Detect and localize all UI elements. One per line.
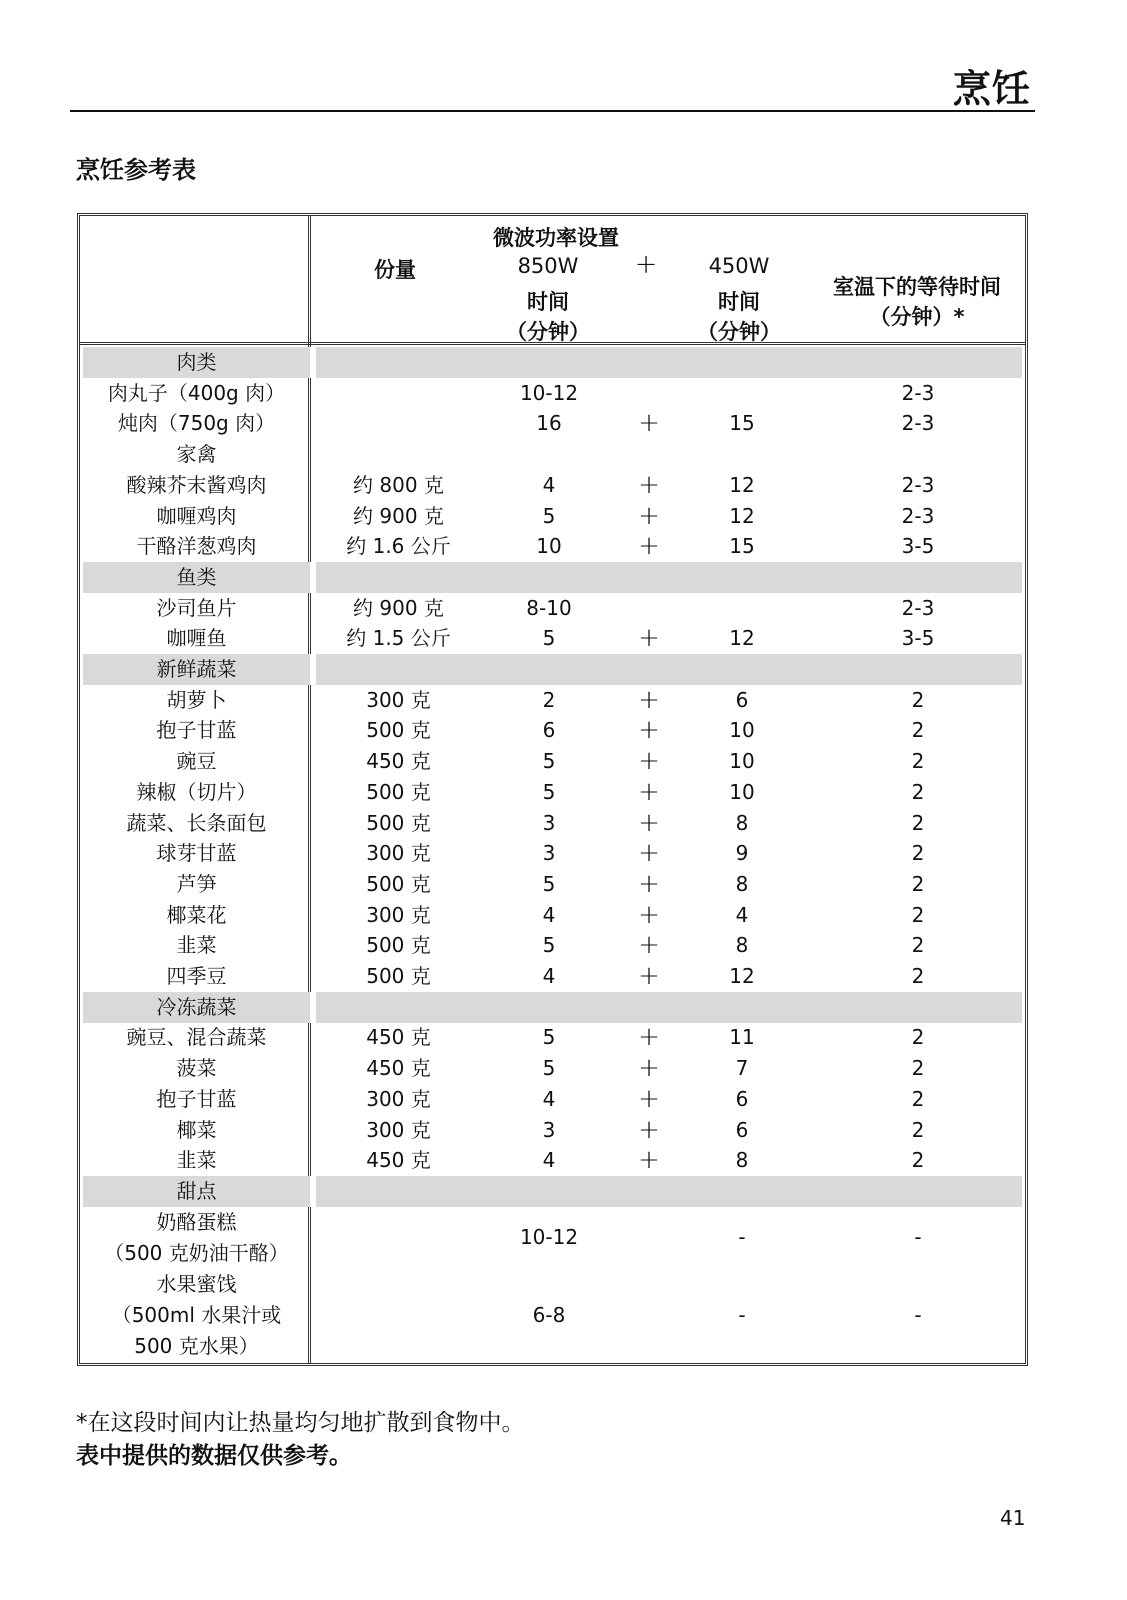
time-850-cell: 10-12	[519, 380, 579, 405]
table-row	[83, 470, 1022, 501]
quantity-cell: 约 1.6 公斤	[346, 534, 451, 559]
quantity-cell: 450 克	[366, 1056, 431, 1081]
category-gap	[310, 654, 316, 685]
time-850-cell: 3	[542, 841, 556, 866]
category-label: 鱼类	[176, 564, 217, 589]
time-450-cell: 7	[735, 1056, 749, 1081]
standing-time-cell: 2-3	[901, 503, 935, 528]
quantity-cell: 约 800 克	[353, 472, 444, 497]
time-850-cell: 10	[536, 534, 562, 559]
time-850-cell: 2	[542, 687, 556, 712]
table-row	[83, 838, 1022, 869]
standing-time-cell: 2	[911, 1025, 925, 1050]
dessert-food-cell	[83, 1207, 310, 1269]
time-850-cell	[481, 439, 617, 470]
time-850-header: 时间	[527, 290, 569, 314]
table-row	[83, 930, 1022, 961]
dessert-food-line: 水果蜜饯	[156, 1271, 237, 1296]
food-cell: 椰菜花	[166, 902, 227, 927]
plus-cell	[619, 439, 679, 470]
time-850-cell: 5	[542, 503, 556, 528]
plus-cell: +	[638, 776, 660, 807]
page-title: 烹饪	[952, 67, 1031, 111]
table-row	[83, 1022, 1022, 1053]
quantity-cell: 300 克	[366, 1086, 431, 1111]
quantity-cell: 300 克	[366, 1117, 431, 1142]
category-row	[83, 347, 1022, 378]
standing-time-cell: 2	[911, 1117, 925, 1142]
time-450-cell: 12	[729, 503, 755, 528]
dessert-food-line: 500 克水果）	[134, 1333, 259, 1358]
plus-cell: +	[638, 1145, 660, 1176]
quantity-cell: 500 克	[366, 964, 431, 988]
quantity-cell: 500 克	[366, 871, 431, 896]
food-cell: 抱子甘蓝	[156, 1086, 237, 1111]
table-row	[83, 961, 1022, 992]
standing-time-cell: 2	[911, 687, 925, 712]
minutes-850-header: （分钟）	[506, 320, 590, 344]
disclaimer-note: 表中提供的数据仅供参考。	[76, 1443, 352, 1469]
time-450-cell: 11	[729, 1025, 755, 1050]
time-850-cell: 5	[542, 1056, 556, 1081]
time-450-cell: 15	[729, 411, 755, 436]
time-850-cell: 3	[542, 1117, 556, 1142]
standing-time-cell: 3-5	[901, 626, 935, 651]
table-row	[83, 869, 1022, 900]
quantity-cell: 300 克	[366, 687, 431, 712]
table-row	[83, 439, 1022, 470]
table-row	[83, 1115, 1022, 1146]
table-row	[83, 685, 1022, 716]
quantity-cell	[316, 408, 481, 439]
quantity-cell: 约 900 克	[353, 595, 444, 620]
food-cell: 韭菜	[176, 1148, 217, 1173]
table-row	[83, 378, 1022, 409]
quantity-cell	[316, 439, 481, 470]
table-row	[83, 900, 1022, 931]
table-row	[83, 531, 1022, 562]
time-450-cell: 8	[735, 1148, 749, 1173]
plus-cell: +	[638, 961, 660, 991]
table-row	[83, 408, 1022, 439]
table-row	[83, 777, 1022, 808]
time-450-cell: 12	[729, 472, 755, 497]
quantity-cell: 300 克	[366, 902, 431, 927]
time-450-cell: 8	[735, 810, 749, 835]
food-cell: 豌豆	[176, 749, 217, 774]
time-850-cell: 5	[542, 1025, 556, 1050]
plus-cell: +	[638, 930, 660, 961]
standing-time-cell: 2	[911, 1148, 925, 1173]
plus-cell: +	[638, 1114, 660, 1145]
standing-time-cell	[805, 439, 1031, 470]
food-cell: 抱子甘蓝	[156, 718, 237, 743]
quantity-header: 份量	[374, 258, 416, 282]
table-row	[83, 501, 1022, 532]
food-cell: 肉丸子（400g 肉）	[107, 380, 286, 405]
food-cell: 球芽甘蓝	[156, 841, 237, 866]
time-450-cell	[679, 439, 805, 470]
category-gap	[310, 562, 316, 593]
plus-cell: +	[638, 469, 660, 500]
standing-time-cell: 2	[911, 718, 925, 743]
cooking-reference-table	[77, 213, 1028, 1366]
food-cell: 豌豆、混合蔬菜	[126, 1025, 267, 1050]
time-450-cell: 6	[735, 1117, 749, 1142]
standing-time-cell: 2	[911, 841, 925, 866]
category-label: 冷冻蔬菜	[156, 994, 237, 1019]
footnote: *在这段时间内让热量均匀地扩散到食物中。	[76, 1410, 525, 1436]
time-450-cell: 10	[729, 749, 755, 774]
table-row	[83, 1053, 1022, 1084]
standing-time-cell: -	[914, 1224, 922, 1249]
time-850-cell: 6	[542, 718, 556, 743]
time-450-cell: -	[738, 1224, 746, 1249]
time-850-cell: 6-8	[532, 1302, 566, 1327]
header-divider	[80, 342, 1025, 345]
food-cell: 韭菜	[176, 933, 217, 958]
time-450-cell	[679, 378, 805, 409]
table-row	[83, 1084, 1022, 1115]
time-850-cell: 5	[542, 626, 556, 651]
standing-time-cell: 2	[911, 933, 925, 958]
food-cell: 咖喱鸡肉	[156, 503, 237, 528]
table-row	[83, 593, 1022, 624]
food-cell: 胡萝卜	[166, 687, 227, 712]
food-cell: 干酪洋葱鸡肉	[136, 534, 257, 559]
plus-cell: +	[638, 715, 660, 746]
quantity-cell: 500 克	[366, 810, 431, 835]
food-cell: 芦笋	[176, 871, 217, 896]
time-450-cell: 10	[729, 718, 755, 743]
category-gap	[310, 1176, 316, 1207]
plus-cell: +	[638, 899, 660, 930]
standing-time-cell: 2	[911, 749, 925, 774]
standing-time-cell: 2	[911, 1086, 925, 1111]
food-cell: 咖喱鱼	[166, 626, 227, 651]
category-gap	[310, 347, 316, 378]
food-cell: 酸辣芥末酱鸡肉	[126, 472, 267, 497]
time-450-cell: 4	[735, 902, 749, 927]
food-cell: 辣椒（切片）	[136, 779, 257, 804]
plus-cell: +	[638, 408, 660, 439]
category-label: 新鲜蔬菜	[156, 657, 237, 681]
standing-time-cell: 2-3	[901, 411, 935, 436]
standing-time-cell: 2	[911, 810, 925, 835]
power-850-header: 850W	[517, 254, 579, 278]
minutes-450-header: （分钟）	[697, 320, 781, 344]
time-850-cell: 10-12	[519, 1224, 579, 1249]
plus-cell: +	[638, 807, 660, 838]
quantity-cell	[316, 378, 481, 409]
quantity-cell: 450 克	[366, 1025, 431, 1050]
page-number: 41	[1000, 1506, 1026, 1530]
food-cell: 四季豆	[166, 964, 227, 988]
standing-time-cell: -	[914, 1302, 922, 1327]
time-850-cell: 4	[542, 964, 556, 988]
plus-cell: +	[638, 1053, 660, 1084]
quantity-cell: 500 克	[366, 718, 431, 743]
quantity-cell: 450 克	[366, 1148, 431, 1173]
time-850-cell: 5	[542, 871, 556, 896]
category-row	[83, 654, 1022, 685]
time-450-cell	[679, 593, 805, 624]
plus-header: +	[634, 249, 658, 280]
time-850-cell: 4	[542, 472, 556, 497]
quantity-cell: 500 克	[366, 933, 431, 958]
time-450-cell: 12	[729, 964, 755, 988]
time-850-cell: 16	[536, 411, 562, 436]
food-cell: 椰菜	[176, 1117, 217, 1142]
time-850-cell: 5	[542, 779, 556, 804]
table-row	[83, 746, 1022, 777]
plus-cell: +	[638, 1022, 660, 1053]
plus-cell	[619, 378, 679, 409]
table-row	[83, 623, 1022, 654]
standing-time-cell: 2	[911, 964, 925, 988]
dessert-food-line: 奶酪蛋糕	[156, 1209, 237, 1234]
plus-cell	[619, 593, 679, 624]
time-450-cell: 15	[729, 534, 755, 559]
time-450-cell: 9	[735, 841, 749, 866]
time-850-cell: 5	[542, 933, 556, 958]
quantity-cell: 300 克	[366, 841, 431, 866]
time-450-cell: 6	[735, 1086, 749, 1111]
quantity-cell: 500 克	[366, 779, 431, 804]
table-row	[83, 1145, 1022, 1176]
quantity-cell: 450 克	[366, 749, 431, 774]
table-row	[83, 715, 1022, 746]
time-850-cell: 5	[542, 749, 556, 774]
dessert-food-line: （500ml 水果汁或	[111, 1302, 282, 1327]
food-cell: 菠菜	[176, 1056, 217, 1081]
plus-cell: +	[638, 500, 660, 531]
plus-cell: +	[638, 684, 660, 715]
standing-time-cell: 3-5	[901, 534, 935, 559]
standing-time-unit-header: （分钟）*	[869, 305, 965, 329]
standing-time-cell: 2	[911, 902, 925, 927]
time-850-cell: 4	[542, 1086, 556, 1111]
category-row	[83, 1176, 1022, 1207]
time-450-cell: 8	[735, 933, 749, 958]
plus-cell: +	[638, 531, 660, 562]
section-title: 烹饪参考表	[76, 156, 196, 184]
time-450-cell: -	[738, 1302, 746, 1327]
plus-cell: +	[638, 1083, 660, 1114]
quantity-cell: 约 900 克	[353, 503, 444, 528]
title-divider	[70, 110, 1035, 112]
time-850-cell: 8-10	[526, 595, 572, 620]
category-row	[83, 562, 1022, 593]
food-cell: 蔬菜、长条面包	[126, 810, 267, 835]
dessert-food-cell	[83, 1269, 310, 1362]
standing-time-cell: 2-3	[901, 380, 935, 405]
standing-time-cell: 2-3	[901, 472, 935, 497]
time-850-cell: 4	[542, 1148, 556, 1173]
category-gap	[310, 992, 316, 1023]
standing-time-cell: 2-3	[901, 595, 935, 620]
standing-time-cell: 2	[911, 1056, 925, 1081]
time-450-header: 时间	[718, 290, 760, 314]
food-cell: 家禽	[176, 442, 217, 467]
plus-cell: +	[638, 746, 660, 777]
time-450-cell: 12	[729, 626, 755, 651]
food-cell: 沙司鱼片	[156, 595, 237, 620]
time-450-cell: 6	[735, 687, 749, 712]
category-label: 甜点	[176, 1178, 217, 1203]
standing-time-cell: 2	[911, 871, 925, 896]
time-850-cell: 3	[542, 810, 556, 835]
power-setting-header: 微波功率设置	[493, 226, 619, 250]
plus-cell: +	[638, 623, 660, 654]
standing-time-cell: 2	[911, 779, 925, 804]
plus-cell: +	[638, 868, 660, 899]
table-row	[83, 808, 1022, 839]
dessert-food-line: （500 克奶油干酪）	[104, 1240, 289, 1265]
power-450-header: 450W	[708, 254, 770, 278]
food-cell: 炖肉（750g 肉）	[117, 411, 276, 436]
time-450-cell: 10	[729, 779, 755, 804]
quantity-cell: 约 1.5 公斤	[346, 626, 451, 651]
category-label: 肉类	[176, 350, 217, 374]
plus-cell: +	[638, 838, 660, 869]
time-450-cell: 8	[735, 871, 749, 896]
standing-time-header: 室温下的等待时间	[833, 275, 1001, 299]
time-850-cell: 4	[542, 902, 556, 927]
category-row	[83, 992, 1022, 1023]
